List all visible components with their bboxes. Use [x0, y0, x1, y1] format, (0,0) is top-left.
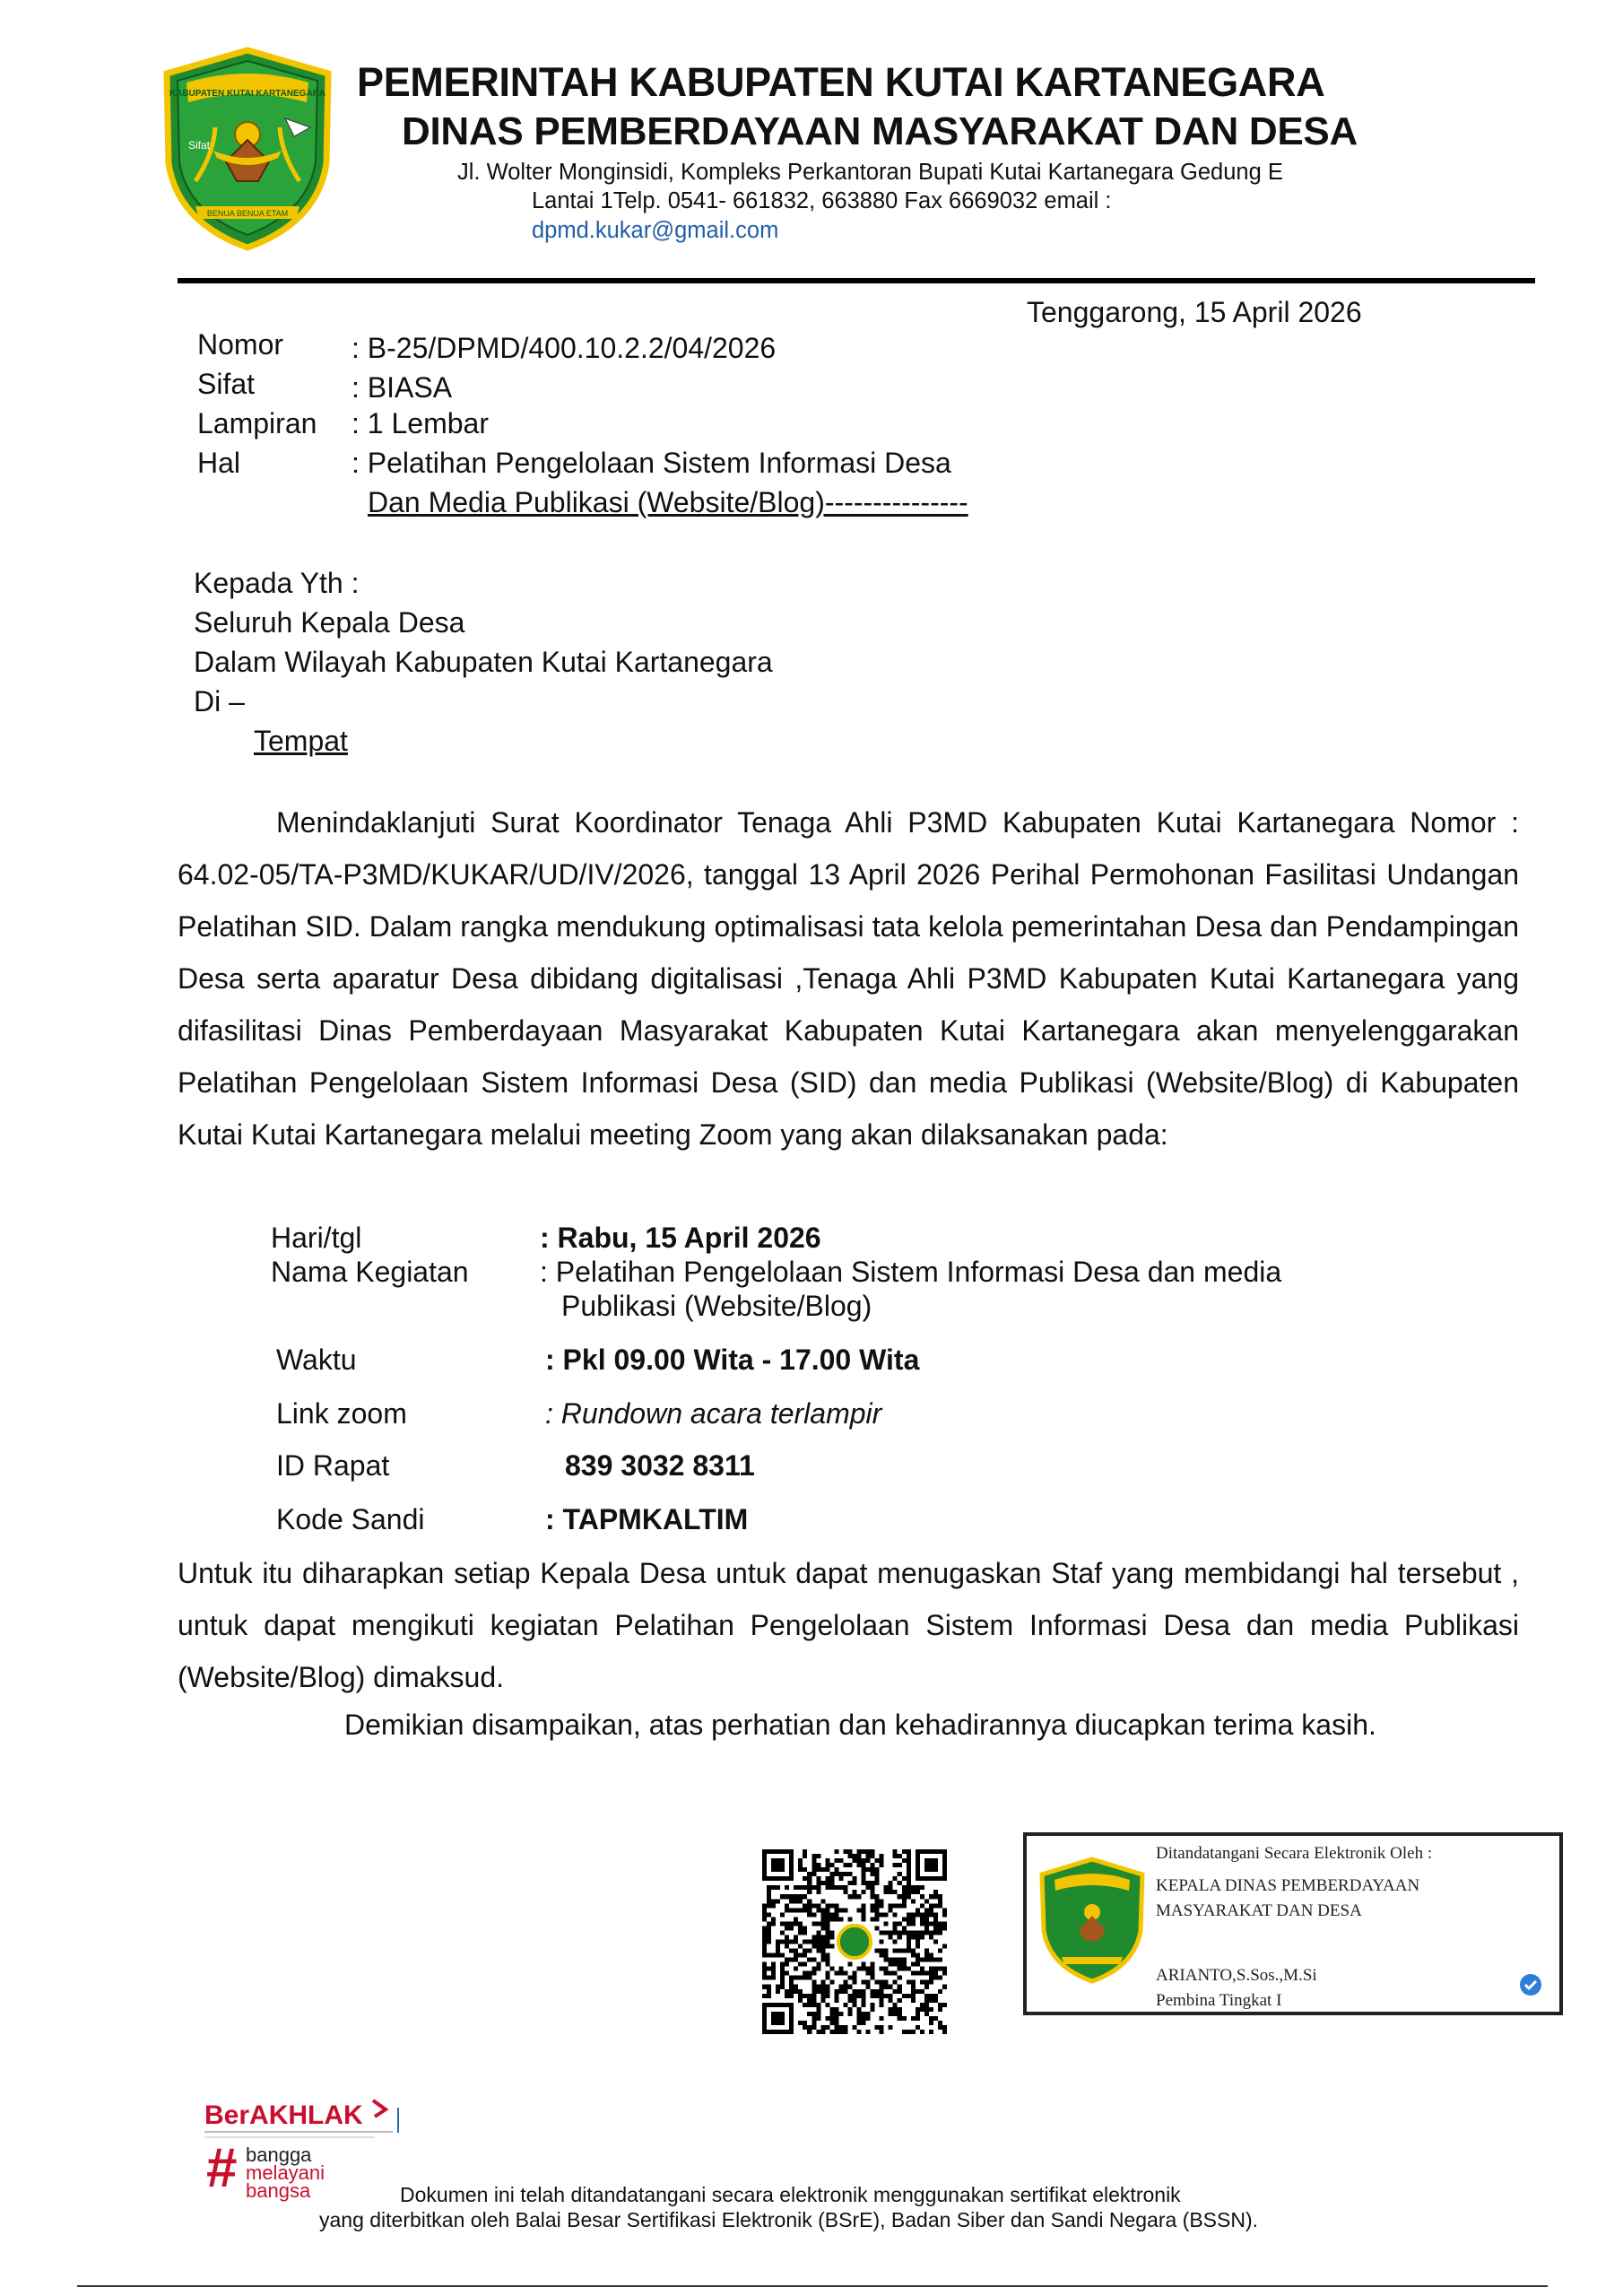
tag-melayani: melayani	[246, 2161, 325, 2184]
agency-name-line1: PEMERINTAH KABUPATEN KUTAI KARTANEGARA	[357, 59, 1325, 105]
address-line1: Jl. Wolter Monginsidi, Kompleks Perkantoran Bupati Kutai Kartanegara Gedung E	[457, 160, 1283, 185]
tag-bangsa: bangsa	[246, 2179, 311, 2202]
link-zoom-value: : Rundown acara terlampir	[545, 1397, 882, 1430]
hari-value: : Rabu, 15 April 2026	[540, 1222, 821, 1254]
id-rapat-value: 839 3032 8311	[565, 1449, 755, 1482]
hal-label: Hal	[197, 447, 241, 479]
email-link[interactable]: dpmd.kukar@gmail.com	[532, 218, 779, 243]
kode-sandi-label: Kode Sandi	[276, 1503, 425, 1535]
lampiran-value: : 1 Lembar	[352, 407, 489, 439]
signer-rank: Pembina Tingkat I	[1156, 1991, 1282, 2010]
logo-motto: BENUA BENUA ETAM	[206, 209, 289, 218]
addressee-line3: Dalam Wilayah Kabupaten Kutai Kartanegara	[194, 646, 773, 678]
waktu-value: : Pkl 09.00 Wita - 17.00 Wita	[545, 1344, 920, 1376]
kode-sandi-value: : TAPMKALTIM	[545, 1503, 749, 1535]
link-zoom-label: Link zoom	[276, 1397, 407, 1430]
logo-left-label: Sifat	[188, 139, 211, 152]
letterhead-divider	[178, 278, 1535, 283]
lampiran-label: Lampiran	[197, 407, 317, 439]
signer-name: ARIANTO,S.Sos.,M.Si	[1156, 1966, 1317, 1985]
berakhlak-logo	[203, 2090, 411, 2206]
agency-name-line2: DINAS PEMBERDAYAAN MASYARAKAT DAN DESA	[402, 109, 1358, 153]
addressee-line2: Seluruh Kepala Desa	[194, 606, 465, 639]
qr-code[interactable]	[762, 1849, 947, 2034]
nama-kegiatan-value-line2: Publikasi (Website/Blog)	[561, 1290, 872, 1322]
nomor-value: : B-25/DPMD/400.10.2.2/04/2026	[352, 332, 777, 364]
addressee-line1: Kepada Yth :	[194, 567, 360, 599]
closing-sentence: Demikian disampaikan, atas perhatian dan kehadirannya diucapkan terima kasih.	[344, 1709, 1376, 1741]
verified-check-icon	[1519, 1973, 1542, 1996]
nama-kegiatan-value-line1: : Pelatihan Pengelolaan Sistem Informasi Desa dan media	[540, 1256, 1282, 1288]
footer-note-line2: yang diterbitkan oleh Balai Besar Sertifikasi Elektronik (BSrE), Badan Siber dan Sandi Negara (BSSN).	[319, 2208, 1259, 2231]
tag-bangga: bangga	[246, 2144, 312, 2166]
signature-emblem	[1038, 1857, 1146, 1984]
address-line2: Lantai 1Telp. 0541- 661832, 663880 Fax 6669032 email :	[532, 188, 1112, 213]
nomor-label: Nomor	[197, 328, 284, 361]
berakhlak-wordmark: BerAKHLAK	[204, 2100, 363, 2130]
svg-text:#: #	[206, 2137, 238, 2199]
waktu-label: Waktu	[276, 1344, 357, 1376]
footer-note-line1: Dokumen ini telah ditandatangani secara elektronik menggunakan sertifikat elektronik	[400, 2183, 1181, 2206]
body-paragraph-2: Untuk itu diharapkan setiap Kepala Desa untuk dapat menugaskan Staf yang membidangi hal tersebut , untuk dapat mengikuti kegiatan Pelatihan Pengelolaan Sistem Informasi Desa dan media Publikasi (Website/Blog) dimaksud.	[178, 1557, 1519, 1693]
hal-value-line2: Dan Media Publikasi (Website/Blog)---------------	[368, 486, 968, 518]
signer-position-line2: MASYARAKAT DAN DESA	[1156, 1901, 1362, 1920]
sifat-label: Sifat	[197, 368, 256, 400]
sifat-value: : BIASA	[352, 371, 453, 404]
date-line: Tenggarong, 15 April 2026	[1027, 296, 1362, 328]
addressee-line4: Di –	[194, 685, 245, 718]
logo-top-text: KABUPATEN KUTAI KARTANEGARA	[169, 89, 326, 99]
kutai-kartanegara-emblem	[160, 47, 335, 251]
footer-divider	[77, 2285, 1548, 2287]
hal-value-line1: : Pelatihan Pengelolaan Sistem Informasi Desa	[352, 447, 951, 479]
hari-label: Hari/tgl	[271, 1222, 362, 1254]
addressee-line5: Tempat	[254, 725, 348, 757]
nama-kegiatan-label: Nama Kegiatan	[271, 1256, 469, 1288]
body-paragraph-1: Menindaklanjuti Surat Koordinator Tenaga Ahli P3MD Kabupaten Kutai Kartanegara Nomor : 64.02-05/TA-P3MD/KUKAR/UD/IV/2026, tanggal 13 April 2026 Perihal Permohonan Fasilitasi Undangan Pelatihan SID. Dalam rangka mendukung optimalisasi tata kelola pemerintahan Desa dan Pendampingan Desa serta aparatur Desa dibidang digitalisasi ,Tenaga Ahli P3MD Kabupaten Kutai Kartanegara yang difasilitasi Dinas Pemberdayaan Masyarakat Kabupaten Kutai Kartanegara akan menyelenggarakan Pelatihan Pengelolaan Sistem Informasi Desa (SID) dan media Publikasi (Website/Blog) di Kabupaten Kutai Kutai Kartanegara melalui meeting Zoom yang akan dilaksanakan pada:	[178, 806, 1519, 1151]
signer-position-line1: KEPALA DINAS PEMBERDAYAAN	[1156, 1876, 1420, 1895]
signed-by-label: Ditandatangani Secara Elektronik Oleh :	[1156, 1844, 1433, 1863]
id-rapat-label: ID Rapat	[276, 1449, 390, 1482]
